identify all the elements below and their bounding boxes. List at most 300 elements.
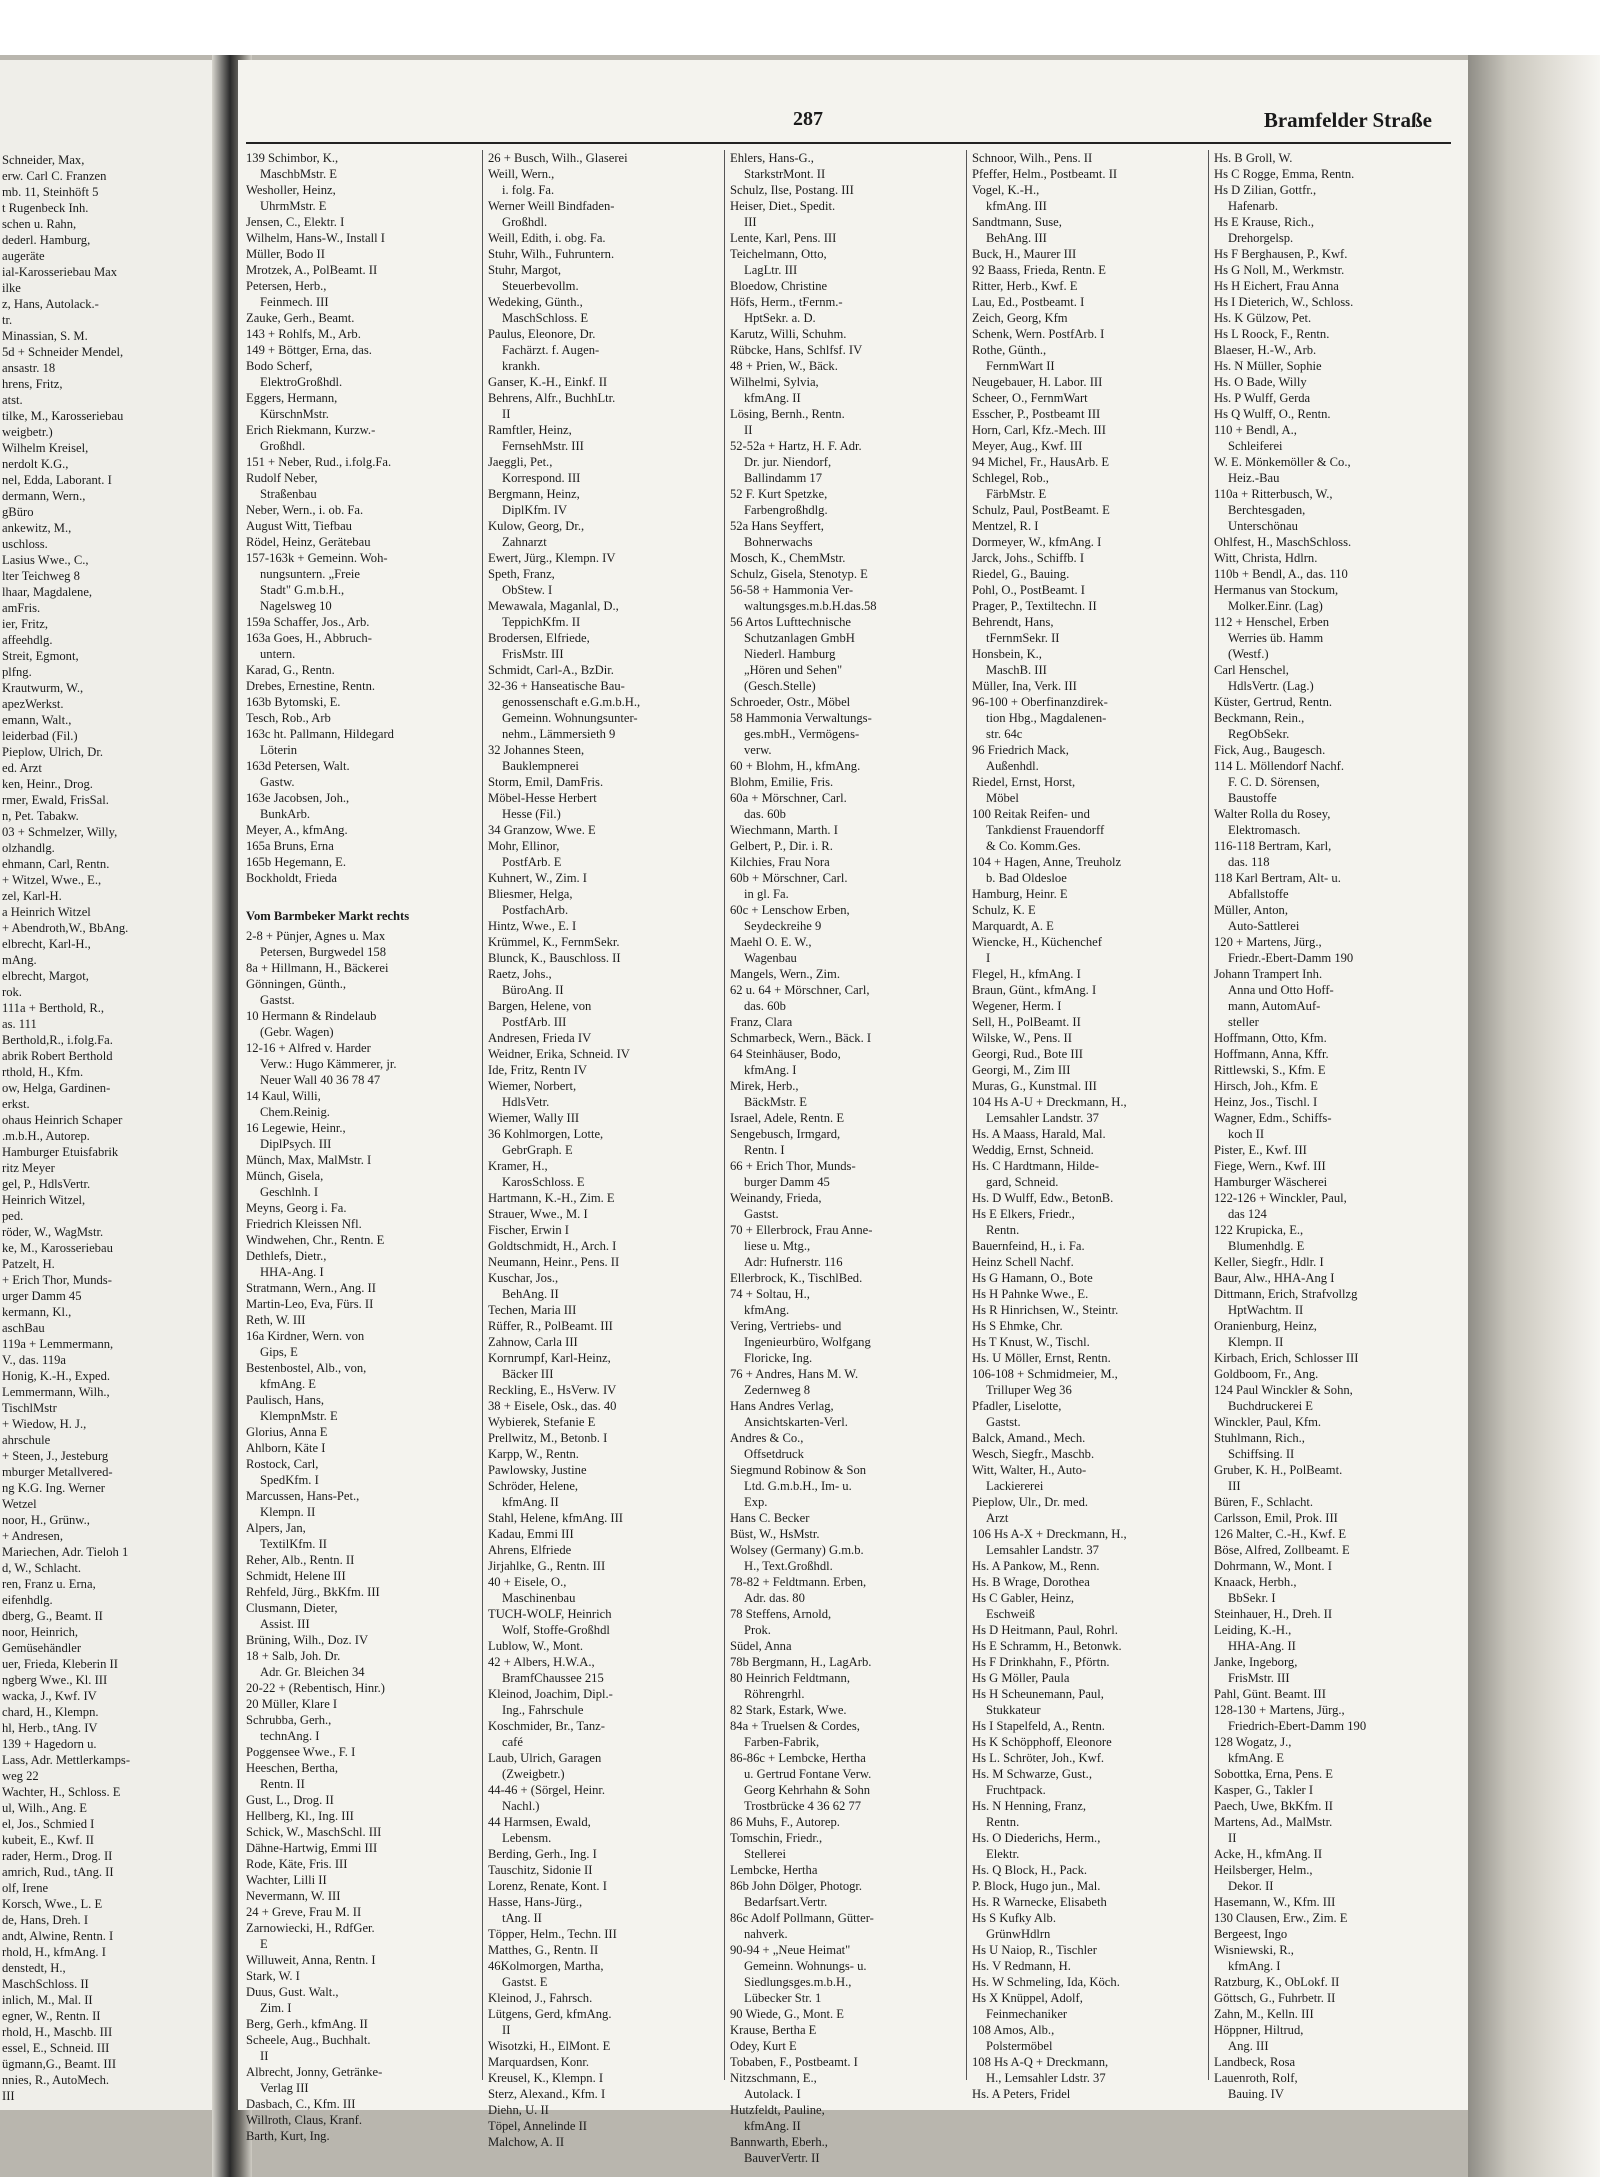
directory-entry: rhold, H., Maschb. III <box>2 2025 113 2039</box>
directory-entry: Offsetdruck <box>744 1447 804 1461</box>
column-divider <box>724 150 725 2080</box>
directory-entry: Stuhr, Margot, <box>488 263 562 277</box>
directory-entry: Weinandy, Frieda, <box>730 1191 822 1205</box>
directory-entry: 94 Michel, Fr., HausArb. E <box>972 455 1110 469</box>
directory-entry: Dr. jur. Niendorf, <box>744 455 832 469</box>
directory-entry: Kleinod, Joachim, Dipl.- <box>488 1687 613 1701</box>
directory-entry: 143 + Rohlfs, M., Arb. <box>246 327 361 341</box>
directory-entry: (Zweigbetr.) <box>502 1767 565 1781</box>
directory-entry: Rudolf Neber, <box>246 471 318 485</box>
directory-entry: Muras, G., Kunstmal. III <box>972 1079 1097 1093</box>
directory-entry: 16a Kirdner, Wern. von <box>246 1329 365 1343</box>
directory-entry: Chem.Reinig. <box>260 1105 330 1119</box>
section-heading: Vom Barmbeker Markt rechts <box>246 909 410 923</box>
directory-column-5 <box>1214 150 1452 2101</box>
directory-entry: Jaeggli, Pet., <box>488 455 553 469</box>
directory-entry: Acke, H., kfmAng. II <box>1214 1847 1323 1861</box>
directory-entry: Wilhelm Kreisel, <box>2 441 89 455</box>
directory-entry: Hs L. Schröter, Joh., Kwf. <box>972 1751 1105 1765</box>
directory-entry: TeppichKfm. II <box>502 615 581 629</box>
directory-entry: Friedrich-Ebert-Damm 190 <box>1228 1719 1367 1733</box>
directory-entry: 114 L. Möllendorf Nachf. <box>1214 759 1344 773</box>
directory-entry: plfng. <box>2 665 32 679</box>
directory-entry: das. 118 <box>1228 855 1270 869</box>
directory-entry: 60 + Blohm, H., kfmAng. <box>730 759 861 773</box>
directory-entry: Willroth, Claus, Kranf. <box>246 2113 362 2127</box>
directory-entry: BramfChaussee 215 <box>502 1671 604 1685</box>
directory-entry: Hellberg, Kl., Ing. III <box>246 1809 354 1823</box>
directory-entry: Gelbert, P., Dir. i. R. <box>730 839 833 853</box>
directory-entry: Schleiferei <box>1228 439 1283 453</box>
directory-entry: Tesch, Rob., Arb <box>246 711 331 725</box>
directory-entry: Stuhr, Wilh., Fuhruntern. <box>488 247 615 261</box>
column-divider <box>966 150 967 2080</box>
directory-entry: 52-52a + Hartz, H. F. Adr. <box>730 439 862 453</box>
directory-entry: 128 Wogatz, J., <box>1214 1735 1292 1749</box>
directory-entry: chard, H., Klempn. <box>2 1705 99 1719</box>
directory-entry: Clusmann, Dieter, <box>246 1601 338 1615</box>
directory-entry: kfmAng. I <box>1228 1959 1281 1973</box>
directory-column-2 <box>488 150 720 2149</box>
directory-entry: Hs. C Hardtmann, Hilde- <box>972 1159 1099 1173</box>
directory-entry: Kasper, G., Takler I <box>1214 1783 1314 1797</box>
directory-entry: MaschB. III <box>986 663 1047 677</box>
directory-entry: Wedeking, Günth., <box>488 295 583 309</box>
directory-entry: Müller, Bodo II <box>246 247 325 261</box>
directory-entry: Großhdl. <box>502 215 548 229</box>
directory-entry: KlempnMstr. E <box>260 1409 338 1423</box>
directory-entry: 32-36 + Hanseatische Bau- <box>488 679 625 693</box>
directory-entry: Hs G Noll, M., Werkmstr. <box>1214 263 1345 277</box>
directory-entry: 56 Artos Lufttechnische <box>730 615 852 629</box>
directory-entry: Rüffer, R., PolBeamt. III <box>488 1319 613 1333</box>
directory-entry: 24 + Greve, Frau M. II <box>246 1905 362 1919</box>
directory-entry: Verlag III <box>260 2081 309 2095</box>
directory-entry: Duus, Gust. Walt., <box>246 1985 339 1999</box>
directory-entry: Blohm, Emilie, Fris. <box>730 775 834 789</box>
directory-entry: Blumenhdlg. E <box>1228 1239 1305 1253</box>
directory-entry: BbSekr. I <box>1228 1591 1276 1605</box>
directory-entry: nnies, R., AutoMech. <box>2 2073 110 2087</box>
directory-entry: 84a + Truelsen & Cordes, <box>730 1719 860 1733</box>
directory-entry: Löterin <box>260 743 298 757</box>
directory-entry: 03 + Schmelzer, Willy, <box>2 825 118 839</box>
directory-entry: Bargen, Helene, von <box>488 999 592 1013</box>
directory-entry: 78 Steffens, Arnold, <box>730 1607 832 1621</box>
directory-entry: Walter Rolla du Rosey, <box>1214 807 1331 821</box>
directory-entry: Floricke, Ing. <box>744 1351 813 1365</box>
directory-entry: ügmann,G., Beamt. III <box>2 2057 117 2071</box>
directory-entry: Stellerei <box>744 1847 786 1861</box>
directory-entry: Mohr, Ellinor, <box>488 839 560 853</box>
directory-entry: Nagelsweg 10 <box>260 599 332 613</box>
directory-entry: Mosch, K., ChemMstr. <box>730 551 846 565</box>
directory-entry: koch II <box>1228 1127 1265 1141</box>
directory-entry: mAng. <box>2 953 37 967</box>
directory-entry: DiplPsych. III <box>260 1137 332 1151</box>
directory-entry: Hs. U Möller, Ernst, Rentn. <box>972 1351 1111 1365</box>
directory-entry: elbrecht, Karl-H., <box>2 937 91 951</box>
directory-entry: ges.mbH., Vermögens- <box>744 727 860 741</box>
column-divider <box>482 150 483 2080</box>
directory-entry: Hasse, Hans-Jürg., <box>488 1895 583 1909</box>
directory-entry: Gemeinn. Wohnungsunter- <box>502 711 638 725</box>
directory-entry: Hs I Stapelfeld, A., Rentn. <box>972 1719 1105 1733</box>
directory-entry: Hoffmann, Anna, Kffr. <box>1214 1047 1329 1061</box>
directory-entry: III <box>1228 1479 1241 1493</box>
directory-entry: LagLtr. III <box>744 263 798 277</box>
directory-entry: gBüro <box>2 505 34 519</box>
directory-entry: Stuhlmann, Rich., <box>1214 1431 1305 1445</box>
directory-entry: 130 Clausen, Erw., Zim. E <box>1214 1911 1348 1925</box>
directory-entry: waltungsges.m.b.H.das.58 <box>744 599 877 613</box>
directory-entry: Riedel, Ernst, Horst, <box>972 775 1076 789</box>
directory-entry: 108 Hs A-Q + Dreckmann, <box>972 2055 1109 2069</box>
directory-entry: Lauenroth, Rolf, <box>1214 2071 1298 2085</box>
directory-entry: Straßenbau <box>260 487 317 501</box>
directory-entry: Wisniewski, R., <box>1214 1943 1294 1957</box>
directory-entry: Siedlungsges.m.b.H., <box>744 1975 852 1989</box>
directory-entry: Albrecht, Jonny, Getränke- <box>246 2065 383 2079</box>
directory-entry: Hs S Ehmke, Chr. <box>972 1319 1063 1333</box>
directory-entry: Marcussen, Hans-Pet., <box>246 1489 360 1503</box>
directory-entry: Lübecker Str. 1 <box>744 1991 822 2005</box>
directory-entry: 80 Heinrich Feldtmann, <box>730 1671 850 1685</box>
directory-entry: Sandtmann, Suse, <box>972 215 1062 229</box>
directory-entry: Ltd. G.m.b.H., Im- u. <box>744 1479 852 1493</box>
column-divider <box>1208 150 1209 2080</box>
directory-entry: 42 + Albers, H.W.A., <box>488 1655 595 1669</box>
directory-entry: II <box>502 2023 511 2037</box>
directory-entry: Fruchtpack. <box>986 1783 1046 1797</box>
directory-entry: Jirjahlke, G., Rentn. III <box>488 1559 606 1573</box>
directory-entry: Hs F Drinkhahn, F., Pförtn. <box>972 1655 1110 1669</box>
directory-entry: Willuweit, Anna, Rentn. I <box>246 1953 376 1967</box>
directory-entry: August Witt, Tiefbau <box>246 519 352 533</box>
directory-entry: Hasemann, W., Kfm. III <box>1214 1895 1336 1909</box>
directory-entry: Tomschin, Friedr., <box>730 1831 823 1845</box>
directory-entry: MaschSchloss. II <box>2 1977 89 1991</box>
directory-entry: Hoffmann, Otto, Kfm. <box>1214 1031 1327 1045</box>
directory-entry: 92 Baass, Frieda, Rentn. E <box>972 263 1106 277</box>
directory-entry: Nevermann, W. III <box>246 1889 341 1903</box>
directory-entry: Mentzel, R. I <box>972 519 1039 533</box>
directory-entry: t Rugenbeck Inh. <box>2 201 89 215</box>
directory-entry: Scheele, Aug., Buchhalt. <box>246 2033 371 2047</box>
directory-entry: in gl. Fa. <box>744 887 789 901</box>
directory-entry: Kuhnert, W., Zim. I <box>488 871 587 885</box>
directory-entry: kfmAng. II <box>502 1495 559 1509</box>
directory-entry: ow, Helga, Gardinen- <box>2 1081 111 1095</box>
directory-entry: Friedrich Kleissen Nfl. <box>246 1217 362 1231</box>
directory-entry: dermann, Wern., <box>2 489 86 503</box>
directory-entry: Gastst. <box>744 1207 779 1221</box>
directory-entry: Behrens, Alfr., BuchhLtr. <box>488 391 616 405</box>
directory-entry: Matthes, G., Rentn. II <box>488 1943 599 1957</box>
directory-entry: Brüning, Wilh., Doz. IV <box>246 1633 369 1647</box>
directory-entry: Patzelt, H. <box>2 1257 55 1271</box>
directory-entry: Landbeck, Rosa <box>1214 2055 1296 2069</box>
directory-entry: BauverVertr. II <box>744 2151 820 2165</box>
directory-entry: Polstermöbel <box>986 2039 1053 2053</box>
directory-entry: hl, Herb., tAng. IV <box>2 1721 98 1735</box>
directory-entry: 58 Hammonia Verwaltungs- <box>730 711 872 725</box>
directory-entry: 38 + Eisele, Osk., das. 40 <box>488 1399 617 1413</box>
directory-entry: Maehl O. E. W., <box>730 935 812 949</box>
directory-entry: 44 Harmsen, Ewald, <box>488 1815 591 1829</box>
directory-entry: Heeschen, Bertha, <box>246 1761 338 1775</box>
directory-entry: 44-46 + (Sörgel, Heinr. <box>488 1783 606 1797</box>
directory-entry: Wegener, Herm. I <box>972 999 1062 1013</box>
directory-entry: Rehfeld, Jürg., BkKfm. III <box>246 1585 380 1599</box>
directory-entry: Schenk, Wern. PostfArb. I <box>972 327 1105 341</box>
directory-entry: Johann Trampert Inh. <box>1214 967 1323 981</box>
directory-entry: Hs S Kufky Alb. <box>972 1911 1056 1925</box>
directory-entry <box>246 886 478 902</box>
directory-entry: tilke, M., Karosseriebau <box>2 409 124 423</box>
directory-entry: Bloedow, Christine <box>730 279 828 293</box>
directory-entry: affeehdlg. <box>2 633 53 647</box>
directory-entry: 66 + Erich Thor, Munds- <box>730 1159 856 1173</box>
directory-entry: 40 + Eisele, O., <box>488 1575 567 1589</box>
directory-entry: Arzt <box>986 1511 1009 1525</box>
directory-entry: ritz Meyer <box>2 1161 55 1175</box>
directory-entry: + Wiedow, H. J., <box>2 1417 87 1431</box>
directory-entry: Werner Weill Bindfaden- <box>488 199 615 213</box>
directory-entry: Baur, Alw., HHA-Ang I <box>1214 1271 1335 1285</box>
directory-entry: Ratzburg, K., ObLokf. II <box>1214 1975 1340 1989</box>
directory-entry: Pister, E., Kwf. III <box>1214 1143 1307 1157</box>
directory-entry: Mariechen, Adr. Tieloh 1 <box>2 1545 129 1559</box>
directory-entry: Hamburger Wäscherei <box>1214 1175 1328 1189</box>
directory-entry: Neuer Wall 40 36 78 47 <box>260 1073 381 1087</box>
directory-entry: inlich, M., Mal. II <box>2 1993 93 2007</box>
directory-entry: Sell, H., PolBeamt. II <box>972 1015 1081 1029</box>
directory-entry: Prager, P., Textiltechn. II <box>972 599 1097 613</box>
directory-entry: aschBau <box>2 1321 45 1335</box>
directory-entry: 165a Bruns, Erna <box>246 839 334 853</box>
directory-entry: Neber, Wern., i. ob. Fa. <box>246 503 364 517</box>
directory-entry: HptSekr. a. D. <box>744 311 816 325</box>
directory-entry: Wiencke, H., Küchenchef <box>972 935 1102 949</box>
directory-entry: Münch, Gisela, <box>246 1169 324 1183</box>
directory-entry: uschloss. <box>2 537 48 551</box>
directory-entry: MaschSchloss. E <box>502 311 589 325</box>
directory-entry: KürschnMstr. <box>260 407 329 421</box>
directory-entry: 64 Steinhäuser, Bodo, <box>730 1047 841 1061</box>
directory-entry: Witt, Christa, Hdlrn. <box>1214 551 1318 565</box>
directory-entry: Hs D Heitmann, Paul, Rohrl. <box>972 1623 1118 1637</box>
directory-entry: Feinmech. III <box>260 295 329 309</box>
directory-entry: Blaeser, H.-W., Arb. <box>1214 343 1317 357</box>
directory-entry: Wiemer, Wally III <box>488 1111 580 1125</box>
directory-entry: Weidner, Erika, Schneid. IV <box>488 1047 630 1061</box>
directory-entry: n, Pet. Tabakw. <box>2 809 79 823</box>
directory-entry: GrünwHdlrn <box>986 1927 1051 1941</box>
directory-entry: Kramer, H., <box>488 1159 548 1173</box>
directory-entry: Bestenbostel, Alb., von, <box>246 1361 367 1375</box>
directory-entry: BäckMstr. E <box>744 1095 807 1109</box>
directory-entry: nerdolt K.G., <box>2 457 69 471</box>
directory-entry: Steuerbevollm. <box>502 279 579 293</box>
directory-entry: mb. 11, Steinhöft 5 <box>2 185 99 199</box>
directory-entry: PostfachArb. <box>502 903 569 917</box>
directory-entry: gard, Schneid. <box>986 1175 1059 1189</box>
directory-entry: Bohnerwachs <box>744 535 813 549</box>
directory-entry: Krümmel, K., FernmSekr. <box>488 935 620 949</box>
directory-entry: Bedarfsart.Vertr. <box>744 1895 828 1909</box>
directory-entry: Ellerbrock, K., TischlBed. <box>730 1271 863 1285</box>
directory-entry: Minassian, S. M. <box>2 329 88 343</box>
directory-entry: 56-58 + Hammonia Ver- <box>730 583 854 597</box>
directory-entry: Anna und Otto Hoff- <box>1228 983 1334 997</box>
directory-entry: Hs E Schramm, H., Betonwk. <box>972 1639 1122 1653</box>
directory-entry: 10 Hermann & Rindelaub <box>246 1009 377 1023</box>
directory-entry: Eggers, Hermann, <box>246 391 338 405</box>
directory-entry: 52a Hans Seyffert, <box>730 519 824 533</box>
directory-entry: nehm., Lämmersieth 9 <box>502 727 616 741</box>
directory-entry: Zedernweg 8 <box>744 1383 811 1397</box>
directory-entry: Gemeinn. Wohnungs- u. <box>744 1959 867 1973</box>
directory-entry: Oranienburg, Heinz, <box>1214 1319 1317 1333</box>
directory-entry: Hs I Dieterich, W., Schloss. <box>1214 295 1354 309</box>
directory-entry: W. E. Mönkemöller & Co., <box>1214 455 1351 469</box>
directory-entry: 128-130 + Martens, Jürg., <box>1214 1703 1345 1717</box>
directory-entry: Berchtesgaden, <box>1228 503 1306 517</box>
directory-entry: de, Hans, Dreh. I <box>2 1913 89 1927</box>
directory-entry: 151 + Neber, Rud., i.folg.Fa. <box>246 455 392 469</box>
directory-entry: Hs T Knust, W., Tischl. <box>972 1335 1090 1349</box>
directory-entry: HptWachtm. II <box>1228 1303 1304 1317</box>
directory-entry: Bergmann, Heinz, <box>488 487 580 501</box>
directory-entry: Sterz, Alexand., Kfm. I <box>488 2087 606 2101</box>
directory-entry: Stadt" G.m.b.H., <box>260 583 345 597</box>
directory-entry: Ahrens, Elfriede <box>488 1543 572 1557</box>
directory-entry: 139 Schimbor, K., <box>246 151 339 165</box>
directory-entry: Mrotzek, A., PolBeamt. II <box>246 263 378 277</box>
directory-entry: 60a + Mörschner, Carl. <box>730 791 847 805</box>
directory-entry: GebrGraph. E <box>502 1143 573 1157</box>
directory-entry: Zauke, Gerh., Beamt. <box>246 311 355 325</box>
directory-entry: Paulisch, Hans, <box>246 1393 325 1407</box>
directory-entry: steller <box>1228 1015 1259 1029</box>
directory-entry: Petersen, Burgwedel 158 <box>260 945 387 959</box>
directory-entry: Adr. das. 80 <box>744 1591 805 1605</box>
directory-entry: Drebes, Ernestine, Rentn. <box>246 679 376 693</box>
directory-entry: ier, Fritz, <box>2 617 49 631</box>
directory-entry: 86 Muhs, F., Autorep. <box>730 1815 840 1829</box>
directory-entry: 163e Jacobsen, Joh., <box>246 791 350 805</box>
directory-entry: Weill, Edith, i. obg. Fa. <box>488 231 606 245</box>
directory-entry: a Heinrich Witzel <box>2 905 91 919</box>
directory-entry: Pieplow, Ulrich, Dr. <box>2 745 103 759</box>
directory-entry: Reth, W. III <box>246 1313 306 1327</box>
directory-entry: dederl. Hamburg, <box>2 233 91 247</box>
directory-entry: Hans Andres Verlag, <box>730 1399 834 1413</box>
directory-entry: Techen, Maria III <box>488 1303 577 1317</box>
directory-entry: mburger Metallvered- <box>2 1465 113 1479</box>
directory-entry: 110b + Bendl, A., das. 110 <box>1214 567 1348 581</box>
directory-entry: Tobaben, F., Postbeamt. I <box>730 2055 858 2069</box>
directory-entry: + Steen, J., Jesteburg <box>2 1449 109 1463</box>
directory-entry: Dethlefs, Dietr., <box>246 1249 327 1263</box>
directory-entry: ken, Heinr., Drog. <box>2 777 93 791</box>
directory-entry: elbrecht, Margot, <box>2 969 89 983</box>
directory-entry: lhaar, Magdalene, <box>2 585 93 599</box>
directory-entry: Hs. K Gülzow, Pet. <box>1214 311 1312 325</box>
directory-entry: Streit, Egmont, <box>2 649 79 663</box>
directory-entry: + Abendroth,W., BbAng. <box>2 921 129 935</box>
directory-entry: Wolsey (Germany) G.m.b. <box>730 1543 864 1557</box>
directory-entry: Fischer, Erwin I <box>488 1223 569 1237</box>
directory-entry: Heiser, Diet., Spedit. <box>730 199 836 213</box>
directory-entry: rhold, H., kfmAng. I <box>2 1945 106 1959</box>
directory-entry: Fiege, Wern., Kwf. III <box>1214 1159 1326 1173</box>
directory-entry: Fachärzt. f. Augen- <box>502 343 600 357</box>
directory-entry: Mangels, Wern., Zim. <box>730 967 840 981</box>
directory-entry: Rübcke, Hans, Schlfsf. IV <box>730 343 863 357</box>
directory-entry: 14 Kaul, Willi, <box>246 1089 321 1103</box>
directory-entry: Rentn. <box>986 1223 1020 1237</box>
directory-entry: Alpers, Jan, <box>246 1521 306 1535</box>
directory-entry: DiplKfm. IV <box>502 503 568 517</box>
directory-entry: Hs H Scheunemann, Paul, <box>972 1687 1104 1701</box>
directory-entry: Prellwitz, M., Betonb. I <box>488 1431 608 1445</box>
directory-entry: Rostock, Carl, <box>246 1457 319 1471</box>
directory-entry: untern. <box>260 647 296 661</box>
directory-entry: das. 60b <box>744 999 786 1013</box>
directory-entry: Riedel, G., Bauing. <box>972 567 1070 581</box>
directory-entry: Rentn. <box>986 1815 1020 1829</box>
directory-entry: FrisMstr. III <box>502 647 564 661</box>
directory-entry: ilke <box>2 281 21 295</box>
directory-entry: Pieplow, Ulr., Dr. med. <box>972 1495 1089 1509</box>
directory-entry: Karpp, W., Rentn. <box>488 1447 579 1461</box>
directory-entry: Meyns, Georg i. Fa. <box>246 1201 347 1215</box>
directory-entry: Hamburger Etuisfabrik <box>2 1145 119 1159</box>
directory-entry: Auto-Sattlerei <box>1228 919 1300 933</box>
directory-entry: nungsuntern. „Freie <box>260 567 361 581</box>
directory-entry: 157-163k + Gemeinn. Woh- <box>246 551 388 565</box>
directory-entry: 86b John Dölger, Photogr. <box>730 1879 863 1893</box>
directory-entry: Petersen, Herb., <box>246 279 327 293</box>
directory-entry: Winckler, Paul, Kfm. <box>1214 1415 1322 1429</box>
directory-entry: erw. Carl C. Franzen <box>2 169 107 183</box>
directory-entry: Gastw. <box>260 775 295 789</box>
directory-entry: ren, Franz u. Erna, <box>2 1577 96 1591</box>
directory-entry: BunkArb. <box>260 807 311 821</box>
directory-entry: olzhandlg. <box>2 841 55 855</box>
directory-entry: Korrespond. III <box>502 471 581 485</box>
directory-entry: Erich Riekmann, Kurzw.- <box>246 423 376 437</box>
directory-entry: Ang. III <box>1228 2039 1269 2053</box>
directory-entry: ul, Wilh., Ang. E <box>2 1801 87 1815</box>
directory-entry: Hs E Elkers, Friedr., <box>972 1207 1075 1221</box>
directory-entry: Andresen, Frieda IV <box>488 1031 592 1045</box>
directory-entry: Pawlowsky, Justine <box>488 1463 587 1477</box>
directory-entry: mann, AutomAuf- <box>1228 999 1321 1013</box>
directory-entry: Kadau, Emmi III <box>488 1527 574 1541</box>
directory-entry: kfmAng. I <box>744 1063 797 1077</box>
directory-entry: Hs G Hamann, O., Bote <box>972 1271 1093 1285</box>
directory-entry: 120 + Martens, Jürg., <box>1214 935 1322 949</box>
directory-entry: hrens, Fritz, <box>2 377 63 391</box>
directory-entry: Ohlfest, H., MaschSchloss. <box>1214 535 1352 549</box>
directory-entry: abrik Robert Berthold <box>2 1049 113 1063</box>
directory-entry: Bliesmer, Helga, <box>488 887 573 901</box>
directory-entry: Kirbach, Erich, Schlosser III <box>1214 1351 1359 1365</box>
directory-entry: Hermanus van Stockum, <box>1214 583 1339 597</box>
